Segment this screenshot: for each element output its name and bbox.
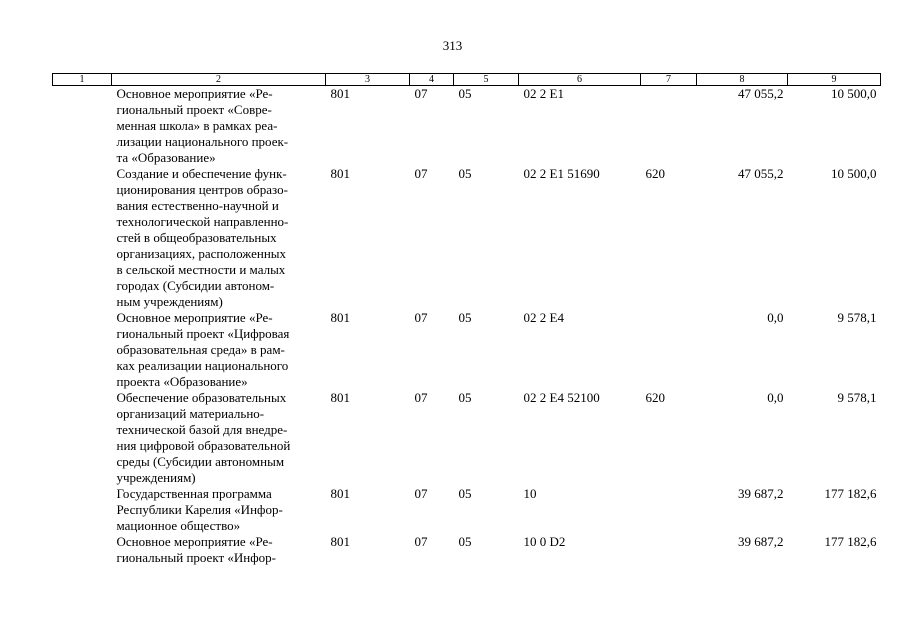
cell-amount-col9: 177 182,6 <box>824 486 877 501</box>
row-name-line: стей в общеобразовательных <box>116 230 277 245</box>
cell-col1 <box>53 390 112 486</box>
column-header: 3 <box>326 74 410 86</box>
column-header: 9 <box>788 74 881 86</box>
cell-ministry-code: 801 <box>330 166 350 181</box>
page-number: 313 <box>442 38 463 53</box>
cell-ministry-code: 801 <box>330 310 350 325</box>
row-name-line: технической базой для внедре- <box>116 422 288 437</box>
row-name-line: гиональный проект «Совре- <box>116 102 272 117</box>
table-row <box>53 310 881 390</box>
cell-target-article: 02 2 E4 52100 <box>523 390 600 405</box>
cell-amount-col9: 10 500,0 <box>831 166 877 181</box>
table-row <box>53 166 881 310</box>
cell-section: 07 <box>414 310 428 325</box>
cell-section: 07 <box>414 166 428 181</box>
cell-subsection: 05 <box>458 310 472 325</box>
row-name <box>112 86 326 167</box>
row-name-line: образовательная среда» в рам- <box>116 342 285 357</box>
cell-ministry-code: 801 <box>330 486 350 501</box>
row-name-line: ках реализации национального <box>116 358 289 373</box>
row-name-line: мационное общество» <box>116 518 241 533</box>
cell-subsection: 05 <box>458 166 472 181</box>
row-name-line: городах (Субсидии автоном- <box>116 278 275 293</box>
column-header: 1 <box>53 74 112 86</box>
column-header: 7 <box>641 74 697 86</box>
row-name-line: та «Образование» <box>116 150 216 165</box>
row-name-line: вания естественно-научной и <box>116 198 279 213</box>
budget-table <box>52 73 881 566</box>
cell-expense-type: 620 <box>645 166 665 181</box>
cell-section: 07 <box>414 534 428 549</box>
row-name-line: технологической направленно- <box>116 214 289 229</box>
row-name-line: лизации национального проек- <box>116 134 289 149</box>
row-name-line: гиональный проект «Инфор- <box>116 550 277 565</box>
cell-ministry-code: 801 <box>330 534 350 549</box>
row-name-line: менная школа» в рамках реа- <box>116 118 278 133</box>
row-name <box>112 310 326 390</box>
cell-amount-col9: 10 500,0 <box>831 86 877 101</box>
row-name <box>112 534 326 566</box>
cell-ministry-code: 801 <box>330 390 350 405</box>
row-name <box>112 390 326 486</box>
column-header: 4 <box>410 74 454 86</box>
cell-target-article: 02 2 E1 51690 <box>523 166 600 181</box>
row-name-line: организациях, расположенных <box>116 246 287 261</box>
cell-amount-col8: 47 055,2 <box>738 166 784 181</box>
row-name-line: Основное мероприятие «Ре- <box>116 534 273 549</box>
row-name-line: в сельской местности и малых <box>116 262 286 277</box>
cell-expense-type <box>641 486 697 534</box>
row-name-line: Республики Карелия «Инфор- <box>116 502 283 517</box>
row-name-line: ния цифровой образовательной <box>116 438 291 453</box>
cell-col1 <box>53 486 112 534</box>
row-name-line: ным учреждениям) <box>116 294 223 309</box>
row-name-line: ционирования центров образо- <box>116 182 288 197</box>
cell-subsection: 05 <box>458 534 472 549</box>
table-row <box>53 486 881 534</box>
row-name-line: среды (Субсидии автономным <box>116 454 285 469</box>
cell-target-article: 10 0 D2 <box>523 534 566 549</box>
column-header: 6 <box>519 74 641 86</box>
cell-expense-type <box>641 86 697 167</box>
cell-amount-col8: 47 055,2 <box>738 86 784 101</box>
table-row <box>53 86 881 167</box>
row-name <box>112 486 326 534</box>
cell-ministry-code: 801 <box>330 86 350 101</box>
cell-section: 07 <box>414 390 428 405</box>
cell-target-article: 02 2 E1 <box>523 86 564 101</box>
cell-subsection: 05 <box>458 86 472 101</box>
cell-amount-col8: 39 687,2 <box>738 486 784 501</box>
row-name-line: Основное мероприятие «Ре- <box>116 86 273 101</box>
cell-section: 07 <box>414 86 428 101</box>
cell-target-article: 02 2 E4 <box>523 310 564 325</box>
cell-amount-col9: 9 578,1 <box>837 390 877 405</box>
table-row <box>53 390 881 486</box>
column-header: 5 <box>454 74 519 86</box>
cell-col1 <box>53 310 112 390</box>
cell-section: 07 <box>414 486 428 501</box>
row-name-line: гиональный проект «Цифровая <box>116 326 290 341</box>
cell-col1 <box>53 86 112 167</box>
cell-amount-col8: 0,0 <box>767 310 784 325</box>
cell-amount-col9: 177 182,6 <box>824 534 877 549</box>
cell-subsection: 05 <box>458 390 472 405</box>
row-name-line: организаций материально- <box>116 406 265 421</box>
row-name <box>112 166 326 310</box>
table-row <box>53 534 881 566</box>
cell-expense-type <box>641 534 697 566</box>
column-number-header <box>53 74 881 86</box>
cell-expense-type: 620 <box>645 390 665 405</box>
row-name-line: Основное мероприятие «Ре- <box>116 310 273 325</box>
cell-amount-col9: 9 578,1 <box>837 310 877 325</box>
cell-col1 <box>53 166 112 310</box>
cell-amount-col8: 0,0 <box>767 390 784 405</box>
cell-col1 <box>53 534 112 566</box>
column-header: 8 <box>697 74 788 86</box>
row-name-line: учреждениям) <box>116 470 196 485</box>
column-header: 2 <box>112 74 326 86</box>
cell-expense-type <box>641 310 697 390</box>
cell-amount-col8: 39 687,2 <box>738 534 784 549</box>
row-name-line: Обеспечение образовательных <box>116 390 287 405</box>
row-name-line: Государственная программа <box>116 486 272 501</box>
cell-target-article: 10 <box>523 486 537 501</box>
cell-subsection: 05 <box>458 486 472 501</box>
row-name-line: проекта «Образование» <box>116 374 248 389</box>
row-name-line: Создание и обеспечение функ- <box>116 166 287 181</box>
